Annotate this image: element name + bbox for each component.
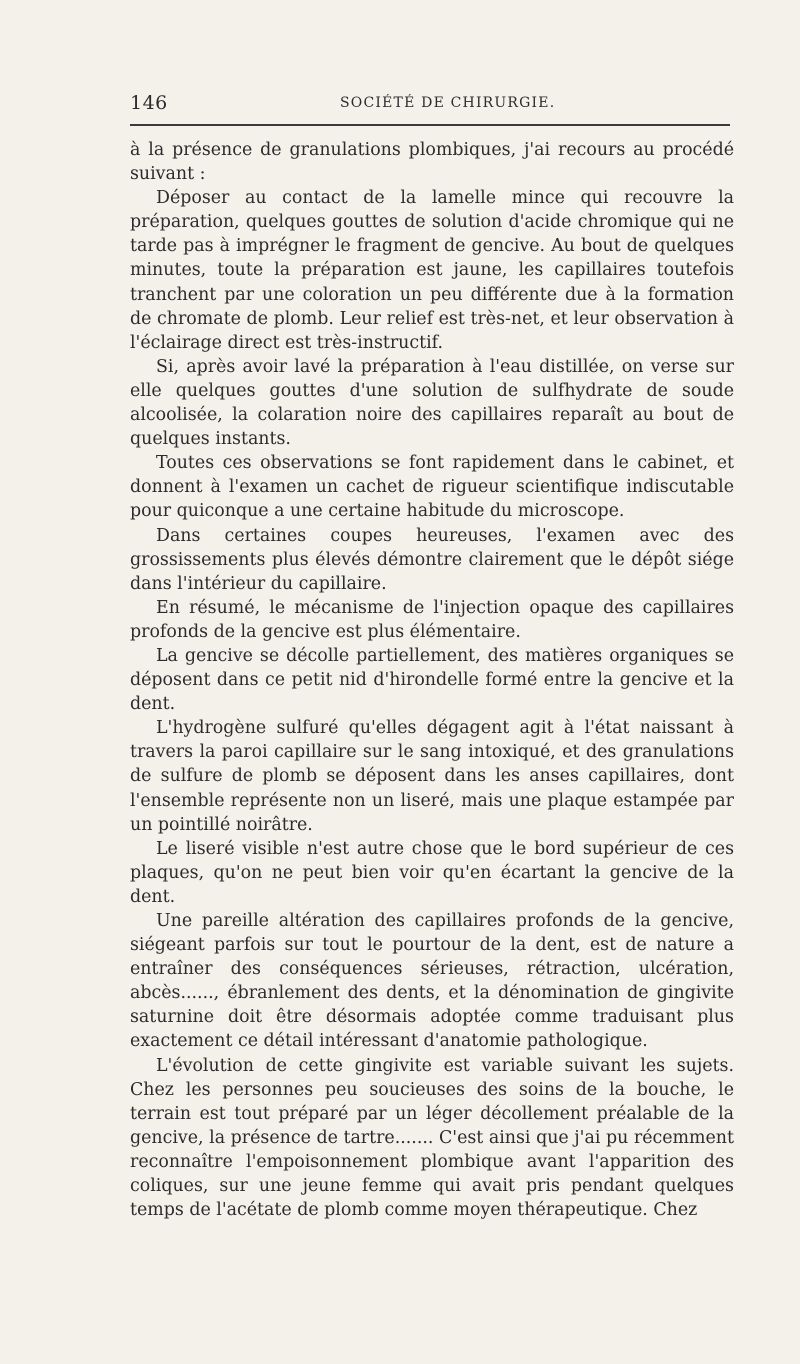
paragraph: Dans certaines coupes heureuses, l'examen avec des grossissements plus élevés démontre clairement que le dépôt siége dans l'intérieur du capillaire. bbox=[130, 525, 734, 594]
running-title: SOCIÉTÉ DE CHIRURGIE. bbox=[340, 95, 556, 111]
paragraph: En résumé, le mécanisme de l'injection opaque des capillaires profonds de la gencive est plus élémentaire. bbox=[130, 597, 734, 642]
paragraph: Toutes ces observations se font rapidement dans le cabinet, et donnent à l'examen un cachet de rigueur scientifique indiscutable pour quiconque a une certaine habitude du microscope. bbox=[130, 453, 734, 522]
running-head bbox=[130, 92, 730, 116]
header-rule bbox=[130, 124, 730, 126]
page-number: 146 bbox=[130, 92, 168, 114]
paragraph: L'hydrogène sulfuré qu'elles dégagent agit à l'état naissant à travers la paroi capillaire sur le sang intoxiqué, et des granulations de sulfure de plomb se déposent dans les anses capillaires, dont l'ensemble représente non un liseré, mais une plaque estampée par un pointillé noirâtre. bbox=[130, 718, 734, 835]
paragraph: La gencive se décolle partiellement, des matières organiques se déposent dans ce petit nid d'hirondelle formé entre la gencive et la dent. bbox=[130, 645, 734, 715]
paragraph: Déposer au contact de la lamelle mince qui recouvre la préparation, quelques gouttes de solution d'acide chromique qui ne tarde pas à imprégner le fragment de gencive. Au bout de quelques minutes, toute la préparation est jaune, les capillaires toutefois tranchent par une coloration un peu différente due à la formation de chromate de plomb. Leur relief est très-net, et leur observation à l'éclairage direct est très-instructif. bbox=[130, 188, 734, 353]
paragraph: Une pareille altération des capillaires profonds de la gencive, siégeant parfois sur tout le pourtour de la dent, est de nature a entraîner des conséquences sérieuses, rétraction, ulcération, abcès......, ébranlement des dents, et la dénomination de gingivite saturnine doit être désormais adoptée comme traduisant plus exactement ce détail intéressant d'anatomie pathologique. bbox=[130, 911, 734, 1052]
paragraph: Le liseré visible n'est autre chose que le bord supérieur de ces plaques, qu'on ne peut bien voir qu'en écartant la gencive de la dent. bbox=[130, 838, 734, 907]
paragraph: Si, après avoir lavé la préparation à l'eau distillée, on verse sur elle quelques gouttes d'une solution de sulfhydrate de soude alcoolisée, la colaration noire des capillaires reparaît au bout de quelques instants. bbox=[130, 356, 734, 450]
body-text bbox=[130, 138, 734, 1222]
paragraph: L'évolution de cette gingivite est variable suivant les sujets. Chez les personnes peu soucieuses des soins de la bouche, le terrain est tout préparé par un léger décollement préalable de la gencive, la présence de tartre....... C'est ainsi que j'ai pu récemment reconnaître l'empoisonnement plombique avant l'apparition des coliques, sur une jeune femme qui avait pris pendant quelques temps de l'acétate de plomb comme moyen thérapeutique. Chez bbox=[130, 1055, 734, 1221]
paragraph: à la présence de granulations plombiques, j'ai recours au procédé suivant : bbox=[130, 140, 734, 185]
